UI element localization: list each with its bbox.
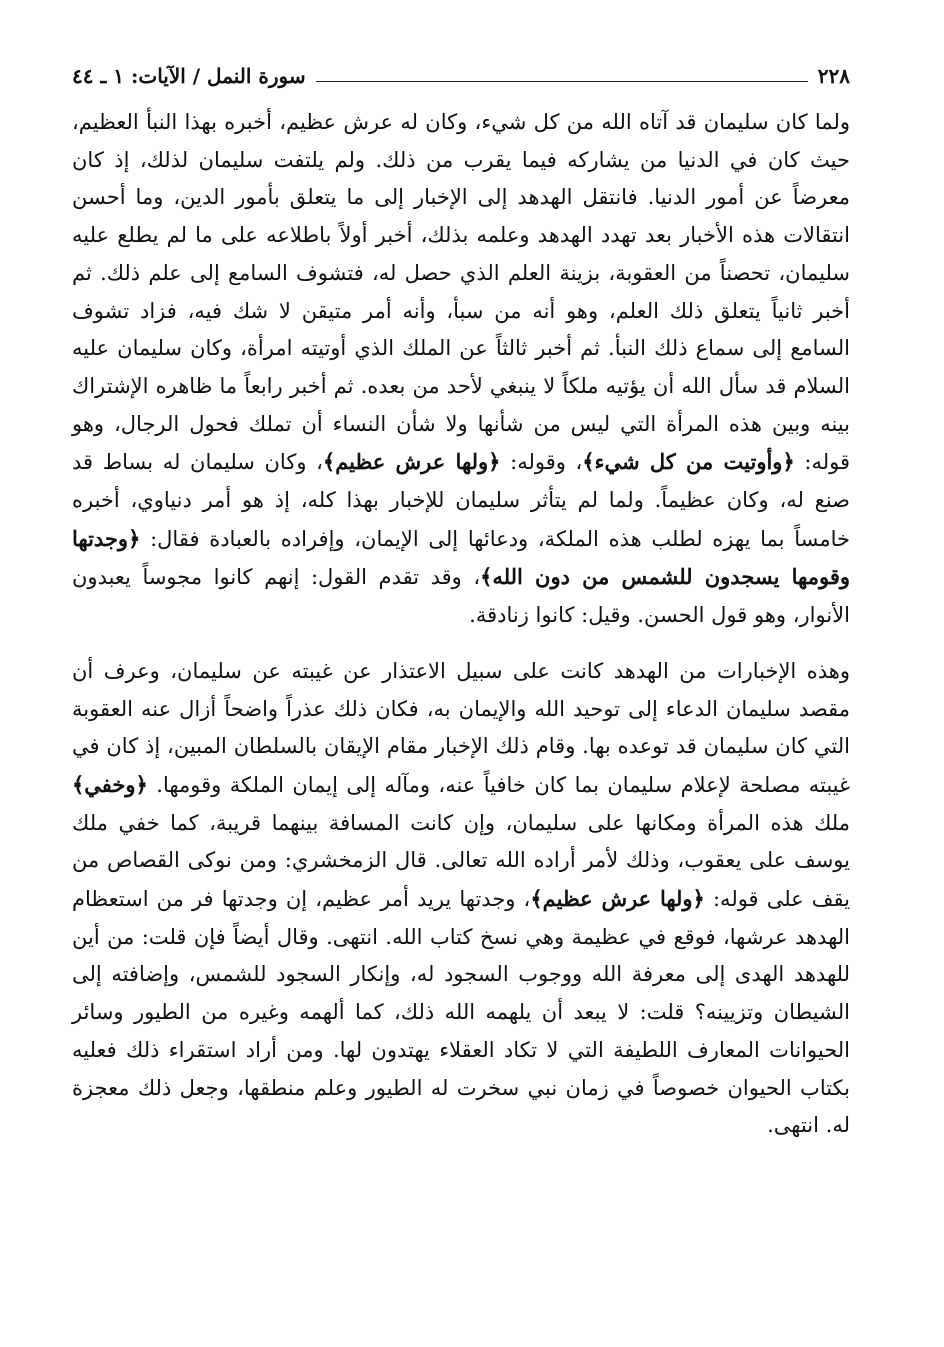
quran-quote: ﴿وأوتيت من كل شيء﴾ — [582, 449, 795, 475]
quran-quote: ﴿ولها عرش عظيم﴾ — [530, 886, 705, 912]
body-text — [72, 104, 850, 1145]
paragraph — [72, 104, 850, 635]
quran-quote: ﴿وجدتها وقومها يسجدون للشمس من دون الله﴾ — [72, 525, 850, 590]
page-number: ٢٢٨ — [817, 64, 850, 88]
text-run: ، وقوله: — [500, 450, 583, 475]
text-run: ولما كان سليمان قد آتاه الله من كل شيء، وكان له عرش عظيم، أخبره بهذا النبأ العظيم، حيث كان في الدنيا من يشاركه فيما يقرب من ذلك. ولم يلتفت سليمان لذلك، إذ كان معرضاً عن أمور الدنيا. فانتقل الهدهد إلى الإخبار إلى ما يتعلق بأمور الدين، وما أحسن انتقالات هذه الأخبار بعد تهدد الهدهد وعلمه بذلك، أخبر أولاً باطلاعه على ما لم يطلع عليه سليمان، تحصناً من العقوبة، بزينة العلم الذي حصل له، فتشوف السامع إلى علم ذلك. ثم أخبر ثانياً يتعلق ذلك العلم، وهو أنه من سبأ، وأنه أمر متيقن لا شك فيه، فزاد تشوف السامع إلى سماع ذلك النبأ. ثم أخبر ثالثاً عن الملك الذي أوتيته امرأة، وكان سليمان عليه السلام قد سأل الله أن يؤتيه ملكاً لا ينبغي لأحد من بعده. ثم أخبر رابعاً ما ظاهره الإشتراك بينه وبين هذه المرأة التي ليس من شأنها ولا شأن النساء أن تملك فحول الرجال، وهو قوله: — [72, 110, 851, 475]
text-run: ، وكان سليمان له بساط قد صنع له، وكان عظيماً. ولما لم يتأثر سليمان للإخبار بهذا كله، إذ هو أمر دنياوي، أخبره خامساً بما يهزه لطلب هذه الملكة، ودعائها إلى الإيمان، وإفراده بالعبادة فقال: — [72, 450, 850, 551]
running-header — [72, 58, 850, 94]
text-run: ملك هذه المرأة ومكانها على سليمان، وإن كانت المسافة بينهما قريبة، كما خفي ملك يوسف على يعقوب، وذلك لأمر أراده الله تعالى. قال الزمخشري: ومن نوكى القصاص من يقف على قوله: — [72, 810, 851, 912]
text-run: وهذه الإخبارات من الهدهد كانت على سبيل الاعتذار عن غيبته عن سليمان، وعرف أن مقصد سليمان الدعاء إلى توحيد الله والإيمان به، فكان ذلك عذراً واضحاً أزال عنه العقوبة التي كان سليمان قد توعده بها. وقام ذلك الإخبار مقام الإيقان بالسلطان المبين، إذ كان في غيبته مصلحة لإعلام سليمان بما كان خافياً عنه، ومآله إلى إيمان الملكة وقومها. — [72, 658, 850, 797]
text-run: ، وجدتها يريد أمر عظيم، إن وجدتها فر من استعظام الهدهد عرشها، فوقع في عظيمة وهي نسخ كتاب الله. انتهى. وقال أيضاً فإن قلت: من أين للهدهد الهدى إلى معرفة الله ووجوب السجود له، وإنكار السجود للشمس، وإضافته إلى الشيطان وتزيينه؟ قلت: لا يبعد أن يلهمه الله ذلك، كما ألهمه وغيره من الطيور وسائر الحيوانات المعارف اللطيفة التي لا تكاد العقلاء يهتدون لها. ومن أراد استقراء ذلك فعليه بكتاب الحيوان خصوصاً في زمان نبي سخرت له الطيور وعلم منطقها، وجعل ذلك معجزة له. انتهى. — [72, 887, 850, 1138]
quran-quote: ﴿وخفي﴾ — [72, 771, 148, 797]
header-rule — [316, 81, 808, 82]
quran-quote: ﴿ولها عرش عظيم﴾ — [322, 449, 501, 475]
paragraph — [72, 653, 850, 1145]
text-run: ، وقد تقدم القول: إنهم كانوا مجوساً يعبدون الأنوار، وهو قول الحسن. وقيل: كانوا زنادقة. — [72, 565, 850, 628]
surah-title: سورة النمل / الآيات: ١ ـ ٤٤ — [72, 64, 306, 88]
